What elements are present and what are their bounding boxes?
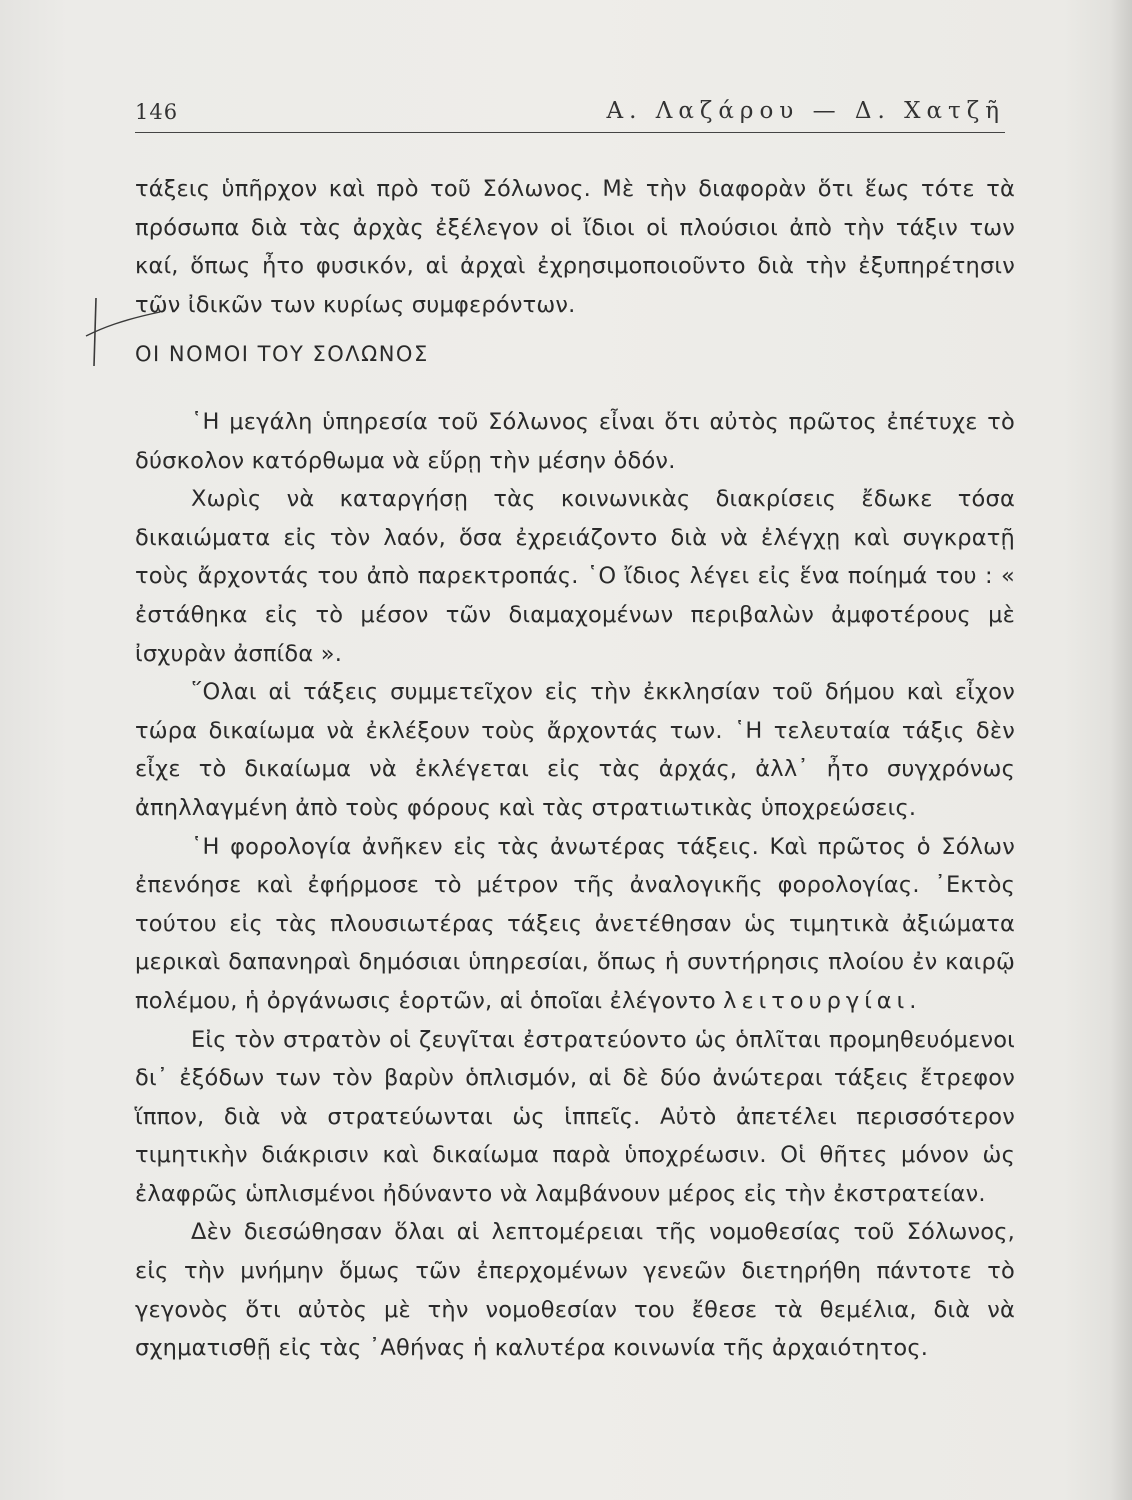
- paragraph-5-text: ῾Η φορολογία ἀνῆκεν εἰς τὰς ἀνωτέρας τάξεις. Καὶ πρῶτος ὁ Σόλων ἐπενόησε καὶ ἐφήρμοσε τὸ μέτρον τῆς ἀναλογικῆς φορολογίας. ᾿Εκτὸς τούτου εἰς τὰς πλουσιωτέρας τάξεις ἀνετέθησαν ὡς τιμητικὰ ἀξιώματα μερικαὶ δαπανηραὶ δημόσιαι ὑπηρεσίαι, ὅπως ἡ συντήρησις πλοίου ἐν καιρῷ πολέμου, ἡ ὀργάνωσις ἑορτῶν, αἱ ὁποῖαι ἐλέγοντο: [135, 833, 1015, 1014]
- paragraph-6: Εἰς τὸν στρατὸν οἱ ζευγῖται ἐστρατεύοντο ὡς ὁπλῖται προμηθευόμενοι δι᾽ ἐξόδων των τὸν βαρὺν ὁπλισμόν, αἱ δὲ δύο ἀνώτεραι τάξεις ἔτρεφον ἵππον, διὰ νὰ στρατεύωνται ὡς ἱππεῖς. Αὐτὸ ἀπετέλει περισσότερον τιμητικὴν διάκρισιν καὶ δικαίωμα παρὰ ὑποχρέωσιν. Οἱ θῆτες μόνον ὡς ἐλαφρῶς ὡπλισμένοι ἠδύναντο νὰ λαμβάνουν μέρος εἰς τὴν ἐκστρατείαν.: [135, 1026, 1015, 1207]
- section-body: [135, 403, 1015, 1368]
- opening-paragraph-block: [135, 170, 1015, 324]
- page-header: [135, 96, 1005, 133]
- paragraph-2: ῾Η μεγάλη ὑπηρεσία τοῦ Σόλωνος εἶναι ὅτι αὐτὸς πρῶτος ἐπέτυχε τὸ δύσκολον κατόρθωμα νὰ εὕρῃ τὴν μέσην ὁδόν.: [135, 409, 1015, 474]
- paragraph-7: Δὲν διεσώθησαν ὅλαι αἱ λεπτομέρειαι τῆς νομοθεσίας τοῦ Σόλωνος, εἰς τὴν μνήμην ὅμως τῶν ἐπερχομένων γενεῶν διετηρήθη πάντοτε τὸ γεγονὸς ὅτι αὐτὸς μὲ τὴν νομοθεσίαν του ἔθεσε τὰ θεμέλια, διὰ νὰ σχηματισθῇ εἰς τὰς ᾿Αθήνας ἡ καλυτέρα κοινωνία τῆς ἀρχαιότητος.: [135, 1219, 1015, 1362]
- running-head: Α. Λαζάρου — Δ. Χατζῆ: [606, 98, 1005, 124]
- paragraph-4: ῞Ολαι αἱ τάξεις συμμετεῖχον εἰς τὴν ἐκκλησίαν τοῦ δήμου καὶ εἶχον τώρα δικαίωμα νὰ ἐκλέξουν τοὺς ἄρχοντάς των. ῾Η τελευταία τάξις δὲν εἶχε τὸ δικαίωμα νὰ ἐκλέγεται εἰς τὰς ἀρχάς, ἀλλ᾽ ἦτο συγχρόνως ἀπηλλαγμένη ἀπὸ τοὺς φόρους καὶ τὰς στρατιωτικὰς ὑποχρεώσεις.: [135, 679, 1015, 821]
- page-number: 146: [135, 100, 179, 124]
- paragraph-1: τάξεις ὑπῆρχον καὶ πρὸ τοῦ Σόλωνος. Μὲ τὴν διαφορὰν ὅτι ἕως τότε τὰ πρόσωπα διὰ τὰς ἀρχὰς ἐξέλεγον οἱ ἴδιοι οἱ πλούσιοι ἀπὸ τὴν τάξιν των καί, ὅπως ἦτο φυσικόν, αἱ ἀρχαὶ ἐχρησιμοποιοῦντο διὰ τὴν ἐξυπηρέτησιν τῶν ἰδικῶν των κυρίως συμφερόντων.: [135, 176, 1015, 318]
- paragraph-3: Χωρὶς νὰ καταργήσῃ τὰς κοινωνικὰς διακρίσεις ἔδωκε τόσα δικαιώματα εἰς τὸν λαόν, ὅσα ἐχρειάζοντο διὰ νὰ ἐλέγχῃ καὶ συγκρατῇ τοὺς ἄρχοντάς του ἀπὸ παρεκτροπάς. ῾Ο ἴδιος λέγει εἰς ἕνα ποίημά του : « ἐστάθηκα εἰς τὸ μέσον τῶν διαμαχομένων περιβαλὼν ἀμφοτέρους μὲ ἰσχυρὰν ἀσπίδα ».: [135, 486, 1015, 667]
- section-heading: ΟΙ ΝΟΜΟΙ ΤΟΥ ΣΟΛΩΝΟΣ: [135, 342, 429, 366]
- page-edge-shadow: [1110, 0, 1132, 1500]
- spaced-term-leitourgiai: λειτουργίαι.: [723, 987, 922, 1014]
- paragraph-5: [135, 828, 1015, 1021]
